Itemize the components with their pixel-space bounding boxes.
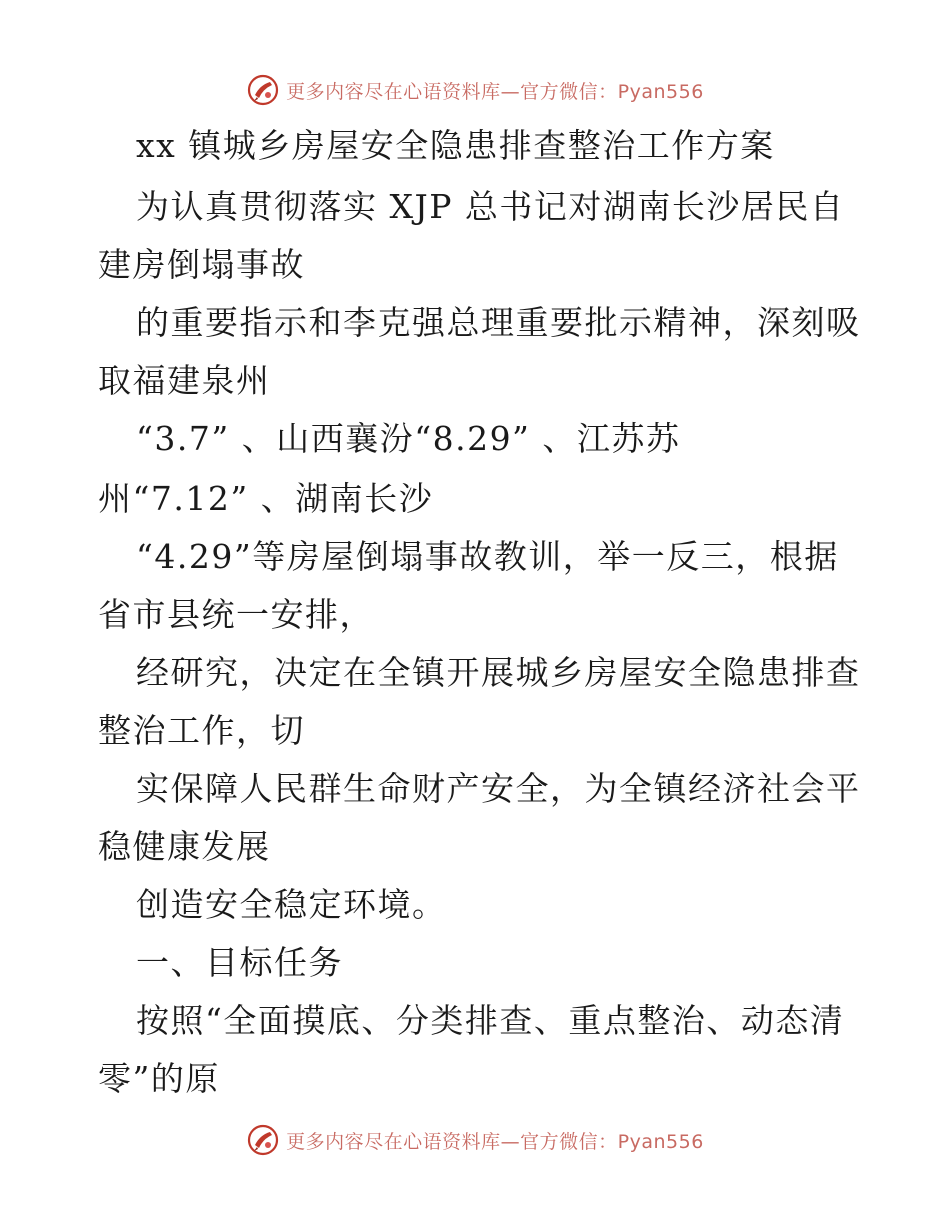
paragraph-line: 按照“全面摸底、分类排查、重点整治、动态清: [136, 1001, 845, 1040]
paragraph-line: “3.7” 、山西襄汾“8.29” 、江苏苏: [136, 419, 681, 458]
paragraph-line: 创造安全稳定环境。: [136, 885, 447, 924]
paragraph-line: 经研究，决定在全镇开展城乡房屋安全隐患排查: [136, 653, 861, 692]
section-heading: 一、目标任务: [136, 943, 343, 982]
footer-watermark: [0, 1120, 950, 1160]
paragraph-line: 州“7.12” 、湖南长沙: [98, 479, 434, 518]
watermark-text: 更多内容尽在心语资料库—官方微信：Pyan556: [286, 1130, 704, 1153]
paragraph-line: 为认真贯彻落实 XJP 总书记对湖南长沙居民自: [136, 187, 845, 226]
watermark-text: 更多内容尽在心语资料库—官方微信：Pyan556: [286, 80, 704, 103]
paragraph-line: “4.29”等房屋倒塌事故教训，举一反三，根据: [136, 537, 839, 576]
paragraph-line: 实保障人民群生命财产安全，为全镇经济社会平: [136, 769, 861, 808]
paragraph-line: 省市县统一安排，: [98, 595, 374, 634]
paragraph-line: 稳健康发展: [98, 827, 271, 866]
paragraph-line: 建房倒塌事故: [98, 245, 305, 284]
red-hand-pen-logo-icon: [246, 1123, 280, 1157]
document-title: xx 镇城乡房屋安全隐患排查整治工作方案: [136, 126, 775, 165]
paragraph-line: 零”的原: [98, 1059, 220, 1098]
paragraph-line: 整治工作，切: [98, 711, 305, 750]
paragraph-line: 的重要指示和李克强总理重要批示精神，深刻吸: [136, 303, 861, 342]
paragraph-line: 取福建泉州: [98, 361, 271, 400]
